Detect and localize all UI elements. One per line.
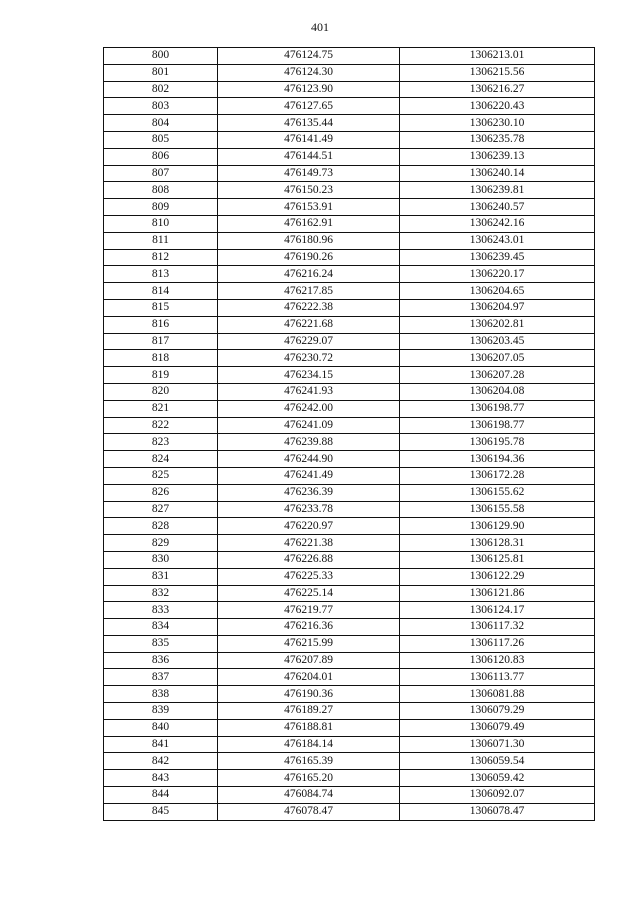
x-coordinate-cell: 476217.85	[218, 283, 400, 300]
x-coordinate-cell: 476204.01	[218, 669, 400, 686]
table-row	[104, 551, 595, 568]
y-coordinate-cell: 1306079.49	[400, 719, 595, 736]
table-row	[104, 148, 595, 165]
y-coordinate-cell: 1306195.78	[400, 434, 595, 451]
point-number-cell: 813	[104, 266, 218, 283]
x-coordinate-cell: 476150.23	[218, 182, 400, 199]
x-coordinate-cell: 476188.81	[218, 719, 400, 736]
y-coordinate-cell: 1306220.17	[400, 266, 595, 283]
table-row	[104, 417, 595, 434]
point-number-cell: 806	[104, 148, 218, 165]
y-coordinate-cell: 1306059.54	[400, 753, 595, 770]
y-coordinate-cell: 1306235.78	[400, 131, 595, 148]
point-number-cell: 831	[104, 568, 218, 585]
point-number-cell: 819	[104, 367, 218, 384]
point-number-cell: 841	[104, 736, 218, 753]
point-number-cell: 839	[104, 703, 218, 720]
table-row	[104, 64, 595, 81]
x-coordinate-cell: 476234.15	[218, 367, 400, 384]
y-coordinate-cell: 1306129.90	[400, 518, 595, 535]
x-coordinate-cell: 476190.26	[218, 249, 400, 266]
point-number-cell: 800	[104, 48, 218, 65]
point-number-cell: 829	[104, 535, 218, 552]
table-row	[104, 719, 595, 736]
point-number-cell: 842	[104, 753, 218, 770]
table-row	[104, 81, 595, 98]
coordinates-table	[103, 47, 595, 821]
y-coordinate-cell: 1306071.30	[400, 736, 595, 753]
point-number-cell: 808	[104, 182, 218, 199]
x-coordinate-cell: 476149.73	[218, 165, 400, 182]
x-coordinate-cell: 476241.49	[218, 467, 400, 484]
y-coordinate-cell: 1306203.45	[400, 333, 595, 350]
x-coordinate-cell: 476229.07	[218, 333, 400, 350]
table-row	[104, 669, 595, 686]
y-coordinate-cell: 1306121.86	[400, 585, 595, 602]
x-coordinate-cell: 476135.44	[218, 115, 400, 132]
x-coordinate-cell: 476124.75	[218, 48, 400, 65]
point-number-cell: 802	[104, 81, 218, 98]
y-coordinate-cell: 1306125.81	[400, 551, 595, 568]
x-coordinate-cell: 476241.09	[218, 417, 400, 434]
point-number-cell: 807	[104, 165, 218, 182]
y-coordinate-cell: 1306216.27	[400, 81, 595, 98]
table-row	[104, 518, 595, 535]
x-coordinate-cell: 476162.91	[218, 215, 400, 232]
table-row	[104, 686, 595, 703]
x-coordinate-cell: 476239.88	[218, 434, 400, 451]
y-coordinate-cell: 1306240.57	[400, 199, 595, 216]
x-coordinate-cell: 476216.24	[218, 266, 400, 283]
point-number-cell: 833	[104, 602, 218, 619]
point-number-cell: 845	[104, 803, 218, 820]
y-coordinate-cell: 1306194.36	[400, 451, 595, 468]
table-row	[104, 48, 595, 65]
table-row	[104, 115, 595, 132]
y-coordinate-cell: 1306239.45	[400, 249, 595, 266]
y-coordinate-cell: 1306172.28	[400, 467, 595, 484]
table-row	[104, 803, 595, 820]
table-row	[104, 434, 595, 451]
x-coordinate-cell: 476123.90	[218, 81, 400, 98]
y-coordinate-cell: 1306117.32	[400, 619, 595, 636]
point-number-cell: 834	[104, 619, 218, 636]
table-row	[104, 249, 595, 266]
x-coordinate-cell: 476207.89	[218, 652, 400, 669]
y-coordinate-cell: 1306122.29	[400, 568, 595, 585]
table-row	[104, 165, 595, 182]
y-coordinate-cell: 1306128.31	[400, 535, 595, 552]
y-coordinate-cell: 1306242.16	[400, 215, 595, 232]
table-row	[104, 568, 595, 585]
table-row	[104, 333, 595, 350]
table-row	[104, 383, 595, 400]
y-coordinate-cell: 1306240.14	[400, 165, 595, 182]
point-number-cell: 812	[104, 249, 218, 266]
x-coordinate-cell: 476219.77	[218, 602, 400, 619]
table-body	[104, 48, 595, 821]
table-row	[104, 283, 595, 300]
point-number-cell: 835	[104, 635, 218, 652]
table-row	[104, 131, 595, 148]
x-coordinate-cell: 476230.72	[218, 350, 400, 367]
y-coordinate-cell: 1306207.05	[400, 350, 595, 367]
point-number-cell: 830	[104, 551, 218, 568]
point-number-cell: 844	[104, 787, 218, 804]
x-coordinate-cell: 476127.65	[218, 98, 400, 115]
y-coordinate-cell: 1306113.77	[400, 669, 595, 686]
table-row	[104, 316, 595, 333]
point-number-cell: 822	[104, 417, 218, 434]
table-row	[104, 367, 595, 384]
point-number-cell: 803	[104, 98, 218, 115]
x-coordinate-cell: 476216.36	[218, 619, 400, 636]
y-coordinate-cell: 1306215.56	[400, 64, 595, 81]
y-coordinate-cell: 1306243.01	[400, 232, 595, 249]
table-row	[104, 215, 595, 232]
y-coordinate-cell: 1306155.62	[400, 484, 595, 501]
y-coordinate-cell: 1306230.10	[400, 115, 595, 132]
table-row	[104, 199, 595, 216]
table-row	[104, 535, 595, 552]
x-coordinate-cell: 476233.78	[218, 501, 400, 518]
table-row	[104, 753, 595, 770]
point-number-cell: 836	[104, 652, 218, 669]
x-coordinate-cell: 476124.30	[218, 64, 400, 81]
y-coordinate-cell: 1306059.42	[400, 770, 595, 787]
point-number-cell: 810	[104, 215, 218, 232]
table-row	[104, 703, 595, 720]
point-number-cell: 828	[104, 518, 218, 535]
table-row	[104, 585, 595, 602]
x-coordinate-cell: 476244.90	[218, 451, 400, 468]
table-row	[104, 484, 595, 501]
x-coordinate-cell: 476225.14	[218, 585, 400, 602]
point-number-cell: 818	[104, 350, 218, 367]
table-row	[104, 467, 595, 484]
point-number-cell: 826	[104, 484, 218, 501]
x-coordinate-cell: 476153.91	[218, 199, 400, 216]
y-coordinate-cell: 1306078.47	[400, 803, 595, 820]
point-number-cell: 811	[104, 232, 218, 249]
point-number-cell: 816	[104, 316, 218, 333]
x-coordinate-cell: 476221.68	[218, 316, 400, 333]
y-coordinate-cell: 1306202.81	[400, 316, 595, 333]
y-coordinate-cell: 1306204.08	[400, 383, 595, 400]
y-coordinate-cell: 1306155.58	[400, 501, 595, 518]
x-coordinate-cell: 476165.39	[218, 753, 400, 770]
x-coordinate-cell: 476221.38	[218, 535, 400, 552]
x-coordinate-cell: 476141.49	[218, 131, 400, 148]
table-row	[104, 232, 595, 249]
y-coordinate-cell: 1306081.88	[400, 686, 595, 703]
point-number-cell: 832	[104, 585, 218, 602]
table-row	[104, 350, 595, 367]
table-row	[104, 787, 595, 804]
y-coordinate-cell: 1306124.17	[400, 602, 595, 619]
point-number-cell: 837	[104, 669, 218, 686]
table-row	[104, 602, 595, 619]
y-coordinate-cell: 1306207.28	[400, 367, 595, 384]
table-row	[104, 619, 595, 636]
table-row	[104, 451, 595, 468]
table-row	[104, 299, 595, 316]
x-coordinate-cell: 476078.47	[218, 803, 400, 820]
page-number: 401	[311, 20, 329, 34]
x-coordinate-cell: 476165.20	[218, 770, 400, 787]
table-row	[104, 98, 595, 115]
x-coordinate-cell: 476226.88	[218, 551, 400, 568]
point-number-cell: 820	[104, 383, 218, 400]
x-coordinate-cell: 476236.39	[218, 484, 400, 501]
x-coordinate-cell: 476225.33	[218, 568, 400, 585]
point-number-cell: 840	[104, 719, 218, 736]
x-coordinate-cell: 476084.74	[218, 787, 400, 804]
x-coordinate-cell: 476222.38	[218, 299, 400, 316]
point-number-cell: 843	[104, 770, 218, 787]
point-number-cell: 804	[104, 115, 218, 132]
point-number-cell: 801	[104, 64, 218, 81]
table-row	[104, 400, 595, 417]
table-row	[104, 770, 595, 787]
y-coordinate-cell: 1306239.81	[400, 182, 595, 199]
y-coordinate-cell: 1306204.97	[400, 299, 595, 316]
y-coordinate-cell: 1306198.77	[400, 400, 595, 417]
point-number-cell: 823	[104, 434, 218, 451]
x-coordinate-cell: 476189.27	[218, 703, 400, 720]
table-row	[104, 635, 595, 652]
y-coordinate-cell: 1306220.43	[400, 98, 595, 115]
point-number-cell: 815	[104, 299, 218, 316]
y-coordinate-cell: 1306079.29	[400, 703, 595, 720]
table-row	[104, 501, 595, 518]
x-coordinate-cell: 476180.96	[218, 232, 400, 249]
x-coordinate-cell: 476215.99	[218, 635, 400, 652]
table-row	[104, 736, 595, 753]
point-number-cell: 817	[104, 333, 218, 350]
y-coordinate-cell: 1306198.77	[400, 417, 595, 434]
point-number-cell: 814	[104, 283, 218, 300]
point-number-cell: 827	[104, 501, 218, 518]
point-number-cell: 821	[104, 400, 218, 417]
point-number-cell: 838	[104, 686, 218, 703]
table-row	[104, 652, 595, 669]
y-coordinate-cell: 1306239.13	[400, 148, 595, 165]
x-coordinate-cell: 476190.36	[218, 686, 400, 703]
point-number-cell: 805	[104, 131, 218, 148]
y-coordinate-cell: 1306117.26	[400, 635, 595, 652]
x-coordinate-cell: 476241.93	[218, 383, 400, 400]
point-number-cell: 809	[104, 199, 218, 216]
y-coordinate-cell: 1306092.07	[400, 787, 595, 804]
y-coordinate-cell: 1306120.83	[400, 652, 595, 669]
point-number-cell: 825	[104, 467, 218, 484]
x-coordinate-cell: 476220.97	[218, 518, 400, 535]
x-coordinate-cell: 476184.14	[218, 736, 400, 753]
table-row	[104, 266, 595, 283]
x-coordinate-cell: 476144.51	[218, 148, 400, 165]
y-coordinate-cell: 1306204.65	[400, 283, 595, 300]
table-row	[104, 182, 595, 199]
y-coordinate-cell: 1306213.01	[400, 48, 595, 65]
x-coordinate-cell: 476242.00	[218, 400, 400, 417]
point-number-cell: 824	[104, 451, 218, 468]
